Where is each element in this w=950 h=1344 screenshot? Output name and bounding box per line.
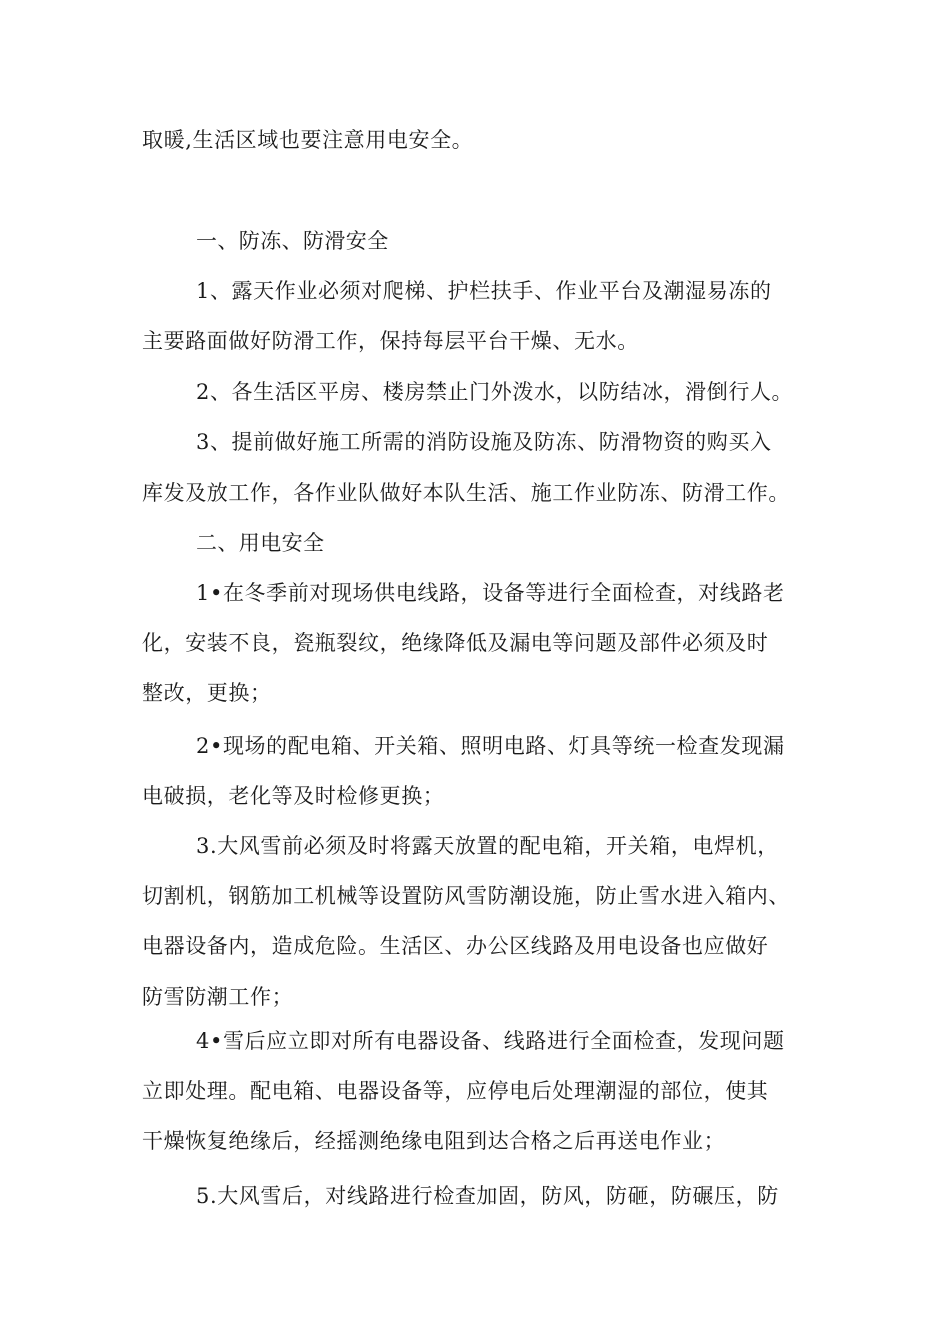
paragraph-line: 3、提前做好施工所需的消防设施及防冻、防滑物资的购买入 <box>196 430 772 454</box>
paragraph-line: 5.大风雪后，对线路进行检查加固，防风，防砸，防碾压，防 <box>196 1184 779 1208</box>
paragraph-line: 4•雪后应立即对所有电器设备、线路进行全面检查，发现问题 <box>196 1029 785 1053</box>
paragraph-line: 防雪防潮工作； <box>142 985 294 1009</box>
paragraph-line: 切割机，钢筋加工机械等设置防风雪防潮设施，防止雪水进入箱内、 <box>142 884 790 908</box>
paragraph-line: 整改，更换； <box>142 681 272 705</box>
paragraph-line: 取暖,生活区域也要注意用电安全。 <box>142 128 474 152</box>
paragraph-line: 库发及放工作，各作业队做好本队生活、施工作业防冻、防滑工作。 <box>142 481 790 505</box>
paragraph-line: 2、各生活区平房、楼房禁止门外泼水，以防结冰，滑倒行人。 <box>196 380 794 404</box>
paragraph-line: 3.大风雪前必须及时将露天放置的配电箱，开关箱，电焊机， <box>196 834 779 858</box>
paragraph-line: 1•在冬季前对现场供电线路，设备等进行全面检查，对线路老 <box>196 581 785 605</box>
paragraph-line: 主要路面做好防滑工作，保持每层平台干燥、无水。 <box>142 329 639 353</box>
section-heading-electricity: 二、用电安全 <box>196 531 325 555</box>
section-heading-frost-slip: 一、防冻、防滑安全 <box>196 229 389 253</box>
paragraph-line: 2•现场的配电箱、开关箱、照明电路、灯具等统一检查发现漏 <box>196 734 785 758</box>
paragraph-line: 干燥恢复绝缘后，经摇测绝缘电阻到达合格之后再送电作业； <box>142 1129 726 1153</box>
paragraph-line: 化，安装不良，瓷瓶裂纹，绝缘降低及漏电等问题及部件必须及时 <box>142 631 769 655</box>
paragraph-line: 电器设备内，造成危险。生活区、办公区线路及用电设备也应做好 <box>142 934 769 958</box>
paragraph-line: 电破损，老化等及时检修更换； <box>142 784 445 808</box>
paragraph-line: 立即处理。配电箱、电器设备等，应停电后处理潮湿的部位，使其 <box>142 1079 769 1103</box>
paragraph-line: 1、露天作业必须对爬梯、护栏扶手、作业平台及潮湿易冻的 <box>196 279 772 303</box>
